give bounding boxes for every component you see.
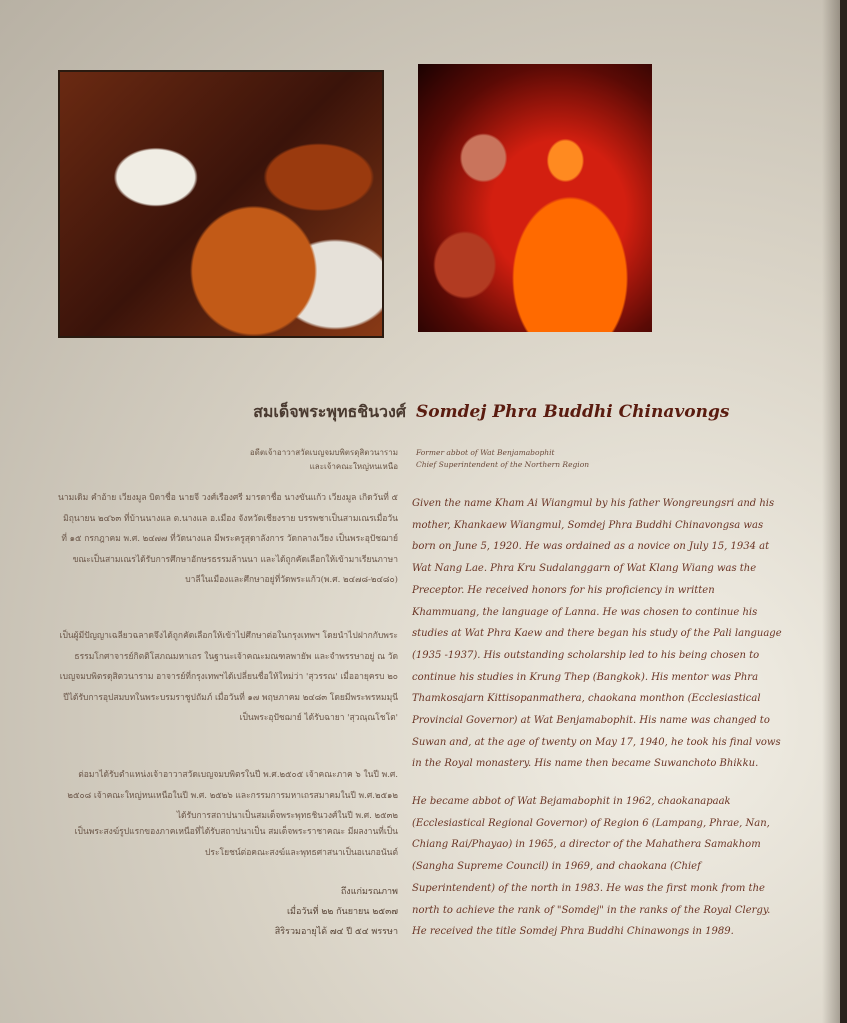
thai-subtitle <box>200 446 398 474</box>
thai-sign-line: ถึงแก่มรณภาพ <box>340 887 398 897</box>
thai-paragraph: ต่อมาได้รับตำแหน่งเจ้าอาวาสวัดเบญจมบพิตรในปี พ.ศ.๒๕๐๕ เจ้าคณะภาค ๖ ในปี พ.ศ. ๒๕๐๘ เจ้าคณะใหญ่หนเหนือในปี พ.ศ. ๒๕๒๖ และกรรมการมหาเถรสมาคมในปี พ.ศ.๒๕๑๒ ได้รับการสถาปนาเป็นสมเด็จพระพุทธชินวงศ์ในปี พ.ศ. ๒๕๓๒ <box>67 770 398 821</box>
english-subtitle-line: Former abbot of Wat Benjamabophit <box>416 448 555 457</box>
thai-sign-line: เมื่อวันที่ ๒๒ กันยายน ๒๕๓๗ <box>286 907 398 917</box>
thai-paragraph: เป็นพระสงฆ์รูปแรกของภาคเหนือที่ได้รับสถาปนาเป็น สมเด็จพระราชาคณะ มีผลงานที่เป็นประโยชน์ต่อคณะสงฆ์และพุทธศาสนาเป็นอเนกอนันต์ <box>74 827 398 858</box>
thai-paragraph: นามเดิม คำอ้าย เวียงมูล บิดาชื่อ นายจี วงศ์เรืองศรี มารดาชื่อ นางขันแก้ว เวียงมูล เกิดวันที่ ๕ มิถุนายน ๒๔๖๓ ที่บ้านนางแล ต.นางแล อ.เมือง จังหวัดเชียงราย บรรพชาเป็นสามเณรเมื่อวันที่ ๑๕ กรกฎาคม พ.ศ. ๒๔๗๗ ที่วัดนางแล มีพระครูสุดาลังการ วัดกลางเวียง เป็นพระอุปัชฌาย์ ขณะเป็นสามเณรได้รับการศึกษาอักษรธรรมล้านนา และได้ถูกคัดเลือกให้เข้ามาเรียนภาษาบาลีในเมืองและศึกษาอยู่ที่วัดพระแก้ว(พ.ศ. ๒๔๗๘-๒๔๘๐) <box>58 493 398 585</box>
english-title: Somdej Phra Buddhi Chinavongs <box>416 402 730 422</box>
thai-sign-line: สิริรวมอายุได้ ๗๔ ปี ๕๔ พรรษา <box>274 927 398 937</box>
thai-death-note <box>250 882 398 942</box>
thai-paragraph: เป็นผู้มีปัญญาเฉลียวฉลาดจึงได้ถูกคัดเลือกให้เข้าไปศึกษาต่อในกรุงเทพฯ โดยนำไปฝากกับพระธรรมโกศาจารย์กิตติโสภณมหาเถร ในฐานะเจ้าคณะมณฑลพายัพ และจำพรรษาอยู่ ณ วัดเบญจมบพิตรดุสิตวนาราม อาจารย์ที่กรุงเทพฯได้เปลี่ยนชื่อให้ใหม่ว่า 'สุวรรณ' เมื่ออายุครบ ๒๐ ปีได้รับการอุปสมบทในพระบรมราชูปถัมภ์ เมื่อวันที่ ๑๗ พฤษภาคม ๒๔๘๓ โดยมีพระพรหมมุนีเป็นพระอุปัชฌาย์ ได้รับฉายา 'สุวณฺณโชโต' <box>59 631 398 723</box>
thai-subtitle-line: อดีตเจ้าอาวาสวัดเบญจมบพิตรดุสิตวนาราม <box>249 448 398 457</box>
english-subtitle <box>416 447 776 471</box>
english-paragraph: Given the name Kham Ai Wiangmul by his father Wongreungsri and his mother, Khankaew Wiangmul, Somdej Phra Buddhi Chinavongsa was born on June 5, 1920. He was ordained as a novice on July 15, 1934 at Wat Nang Lae. Phra Kru Sudalanggarn of Wat Klang Wiang was the Preceptor. He received honors for his proficiency in written Khammuang, the language of Lanna. He was chosen to continue his studies at Wat Phra Kaew and there began his study of the Pali language (1935 -1937). His outstanding scholarship led to his being chosen to continue his studies in Krung Thep (Bangkok). His mentor was Phra Thamkosajarn Kittisopanmathera, chaokana monthon (Ecclesiastical Provincial Governor) at Wat Benjamabophit. His name was changed to Suwan and, at the age of twenty on May 17, 1940, he took his final vows in the Royal monastery. His name then became Suwanchoto Bhikku. <box>412 498 782 770</box>
english-paragraph: He became abbot of Wat Bejamabophit in 1962, chaokanapaak (Ecclesiastical Regional Governor) of Region 6 (Lampang, Phrae, Nan, Chiang Rai/Phayao) in 1965, a director of the Mahathera Samakhom (Sangha Supreme Council) in 1969, and chaokana (Chief Superintendent) of the north in 1983. He was the first monk from the north to achieve the rank of "Somdej" in the ranks of the Royal Clergy. He received the title Somdej Phra Buddhi Chinawongs in 1989. <box>412 796 771 938</box>
thai-subtitle-line: และเจ้าคณะใหญ่หนเหนือ <box>309 462 398 471</box>
ceremony-photo <box>58 70 384 338</box>
thai-title: สมเด็จพระพุทธชินวงศ์ <box>253 402 406 421</box>
seated-monk-portrait-photo <box>418 64 652 332</box>
english-subtitle-line: Chief Superintendent of the Northern Region <box>416 460 590 469</box>
